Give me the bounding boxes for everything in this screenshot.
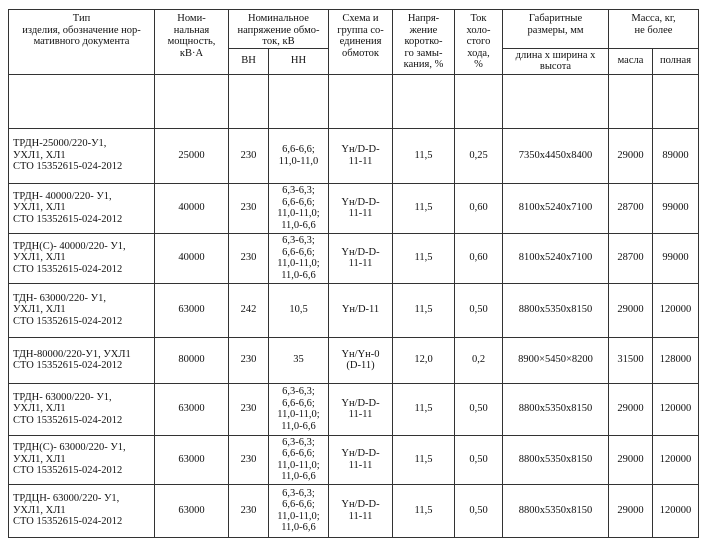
header-mass-oil: масла bbox=[609, 48, 653, 74]
cell-no-load: 0,50 bbox=[455, 383, 503, 435]
cell-mass-oil: 29000 bbox=[609, 484, 653, 537]
cell-power: 63000 bbox=[155, 435, 229, 484]
cell-voltage-hv: 230 bbox=[229, 435, 269, 484]
cell-scheme: Yн/D-D- 11-11 bbox=[329, 484, 393, 537]
cell-type-name: ТДН-80000/220-У1, УХЛ1 СТО 15352615-024-2012 bbox=[9, 337, 155, 383]
cell-type-name: ТРДЦН- 63000/220- У1, УХЛ1, ХЛ1 СТО 15352615-024-2012 bbox=[9, 484, 155, 537]
header-dimensions-group: Габаритные размеры, мм bbox=[503, 10, 609, 49]
cell-power: 63000 bbox=[155, 283, 229, 337]
cell-short-circuit: 12,0 bbox=[393, 337, 455, 383]
cell-short-circuit: 11,5 bbox=[393, 183, 455, 233]
cell-voltage-lv: 6,6-6,6; 11,0-11,0 bbox=[269, 128, 329, 183]
cell-mass-full: 99000 bbox=[653, 183, 699, 233]
header-power: Номи- нальная мощность, кВ·А bbox=[155, 10, 229, 75]
header-voltage-hv: ВН bbox=[229, 48, 269, 74]
cell-voltage-lv: 35 bbox=[269, 337, 329, 383]
cell-type-name: ТРДН-25000/220-У1, УХЛ1, ХЛ1 СТО 15352615-024-2012 bbox=[9, 128, 155, 183]
cell-scheme: Yн/D-D- 11-11 bbox=[329, 383, 393, 435]
cell-dimensions: 8800х5350х8150 bbox=[503, 484, 609, 537]
table-row bbox=[9, 128, 699, 183]
cell-type-name: ТРДН(С)- 40000/220- У1, УХЛ1, ХЛ1 СТО 15352615-024-2012 bbox=[9, 233, 155, 283]
header-mass-group: Масса, кг, не более bbox=[609, 10, 699, 49]
header-voltage-lv: НН bbox=[269, 48, 329, 74]
header-mass-full: полная bbox=[653, 48, 699, 74]
cell-mass-oil: 29000 bbox=[609, 435, 653, 484]
header-type-name: Тип изделия, обозначение нор- мативного документа bbox=[9, 10, 155, 75]
cell-no-load: 0,50 bbox=[455, 283, 503, 337]
cell-dimensions: 8100х5240х7100 bbox=[503, 183, 609, 233]
cell-power: 80000 bbox=[155, 337, 229, 383]
cell-scheme: Yн/D-D- 11-11 bbox=[329, 128, 393, 183]
table-row bbox=[9, 337, 699, 383]
cell-short-circuit: 11,5 bbox=[393, 128, 455, 183]
cell-mass-full: 120000 bbox=[653, 283, 699, 337]
blank-row bbox=[9, 74, 699, 128]
cell-voltage-hv: 230 bbox=[229, 233, 269, 283]
table-row bbox=[9, 435, 699, 484]
cell-no-load: 0,50 bbox=[455, 435, 503, 484]
cell-voltage-hv: 230 bbox=[229, 183, 269, 233]
cell-type-name: ТРДН(С)- 63000/220- У1, УХЛ1, ХЛ1 СТО 15352615-024-2012 bbox=[9, 435, 155, 484]
cell-mass-full: 120000 bbox=[653, 435, 699, 484]
cell-voltage-lv: 6,3-6,3; 6,6-6,6; 11,0-11,0; 11,0-6,6 bbox=[269, 233, 329, 283]
cell-no-load: 0,25 bbox=[455, 128, 503, 183]
cell-voltage-hv: 230 bbox=[229, 484, 269, 537]
cell-power: 25000 bbox=[155, 128, 229, 183]
cell-dimensions: 8900×5450×8200 bbox=[503, 337, 609, 383]
cell-scheme: Yн/D-D- 11-11 bbox=[329, 233, 393, 283]
cell-short-circuit: 11,5 bbox=[393, 484, 455, 537]
cell-mass-oil: 28700 bbox=[609, 183, 653, 233]
cell-mass-oil: 31500 bbox=[609, 337, 653, 383]
table-row bbox=[9, 233, 699, 283]
header-short-circuit: Напря- жение коротко- го замы- кания, % bbox=[393, 10, 455, 75]
cell-power: 40000 bbox=[155, 233, 229, 283]
table-row bbox=[9, 383, 699, 435]
header-scheme: Схема и группа со- единения обмоток bbox=[329, 10, 393, 75]
cell-mass-full: 128000 bbox=[653, 337, 699, 383]
cell-scheme: Yн/Yн-0 (D-11) bbox=[329, 337, 393, 383]
cell-voltage-hv: 242 bbox=[229, 283, 269, 337]
cell-mass-oil: 29000 bbox=[609, 283, 653, 337]
cell-mass-full: 120000 bbox=[653, 383, 699, 435]
cell-mass-oil: 29000 bbox=[609, 383, 653, 435]
cell-no-load: 0,2 bbox=[455, 337, 503, 383]
cell-no-load: 0,50 bbox=[455, 484, 503, 537]
cell-power: 63000 bbox=[155, 383, 229, 435]
cell-type-name: ТРДН- 63000/220- У1, УХЛ1, ХЛ1 СТО 15352615-024-2012 bbox=[9, 383, 155, 435]
cell-mass-full: 89000 bbox=[653, 128, 699, 183]
cell-power: 63000 bbox=[155, 484, 229, 537]
cell-dimensions: 8100х5240х7100 bbox=[503, 233, 609, 283]
cell-dimensions: 8800х5350х8150 bbox=[503, 383, 609, 435]
table-row bbox=[9, 183, 699, 233]
cell-mass-oil: 29000 bbox=[609, 128, 653, 183]
cell-short-circuit: 11,5 bbox=[393, 383, 455, 435]
header-voltage-group: Номинальное напряжение обмо- ток, кВ bbox=[229, 10, 329, 49]
table-row bbox=[9, 484, 699, 537]
cell-voltage-lv: 6,3-6,3; 6,6-6,6; 11,0-11,0; 11,0-6,6 bbox=[269, 484, 329, 537]
table-row bbox=[9, 283, 699, 337]
cell-voltage-lv: 10,5 bbox=[269, 283, 329, 337]
cell-voltage-hv: 230 bbox=[229, 128, 269, 183]
cell-voltage-hv: 230 bbox=[229, 337, 269, 383]
transformer-spec-table bbox=[8, 9, 699, 538]
cell-dimensions: 7350х4450х8400 bbox=[503, 128, 609, 183]
cell-voltage-lv: 6,3-6,3; 6,6-6,6; 11,0-11,0; 11,0-6,6 bbox=[269, 435, 329, 484]
cell-dimensions: 8800х5350х8150 bbox=[503, 435, 609, 484]
cell-no-load: 0,60 bbox=[455, 183, 503, 233]
cell-scheme: Yн/D-11 bbox=[329, 283, 393, 337]
cell-voltage-hv: 230 bbox=[229, 383, 269, 435]
cell-type-name: ТДН- 63000/220- У1, УХЛ1, ХЛ1 СТО 15352615-024-2012 bbox=[9, 283, 155, 337]
cell-voltage-lv: 6,3-6,3; 6,6-6,6; 11,0-11,0; 11,0-6,6 bbox=[269, 383, 329, 435]
cell-mass-oil: 28700 bbox=[609, 233, 653, 283]
cell-dimensions: 8800х5350х8150 bbox=[503, 283, 609, 337]
cell-mass-full: 99000 bbox=[653, 233, 699, 283]
cell-short-circuit: 11,5 bbox=[393, 435, 455, 484]
cell-voltage-lv: 6,3-6,3; 6,6-6,6; 11,0-11,0; 11,0-6,6 bbox=[269, 183, 329, 233]
cell-type-name: ТРДН- 40000/220- У1, УХЛ1, ХЛ1 СТО 15352615-024-2012 bbox=[9, 183, 155, 233]
header-no-load: Ток холо- стого хода, % bbox=[455, 10, 503, 75]
cell-no-load: 0,60 bbox=[455, 233, 503, 283]
cell-mass-full: 120000 bbox=[653, 484, 699, 537]
header-dimensions-sub: длина х ширина х высота bbox=[503, 48, 609, 74]
cell-scheme: Yн/D-D- 11-11 bbox=[329, 435, 393, 484]
cell-short-circuit: 11,5 bbox=[393, 233, 455, 283]
cell-power: 40000 bbox=[155, 183, 229, 233]
cell-scheme: Yн/D-D- 11-11 bbox=[329, 183, 393, 233]
cell-short-circuit: 11,5 bbox=[393, 283, 455, 337]
